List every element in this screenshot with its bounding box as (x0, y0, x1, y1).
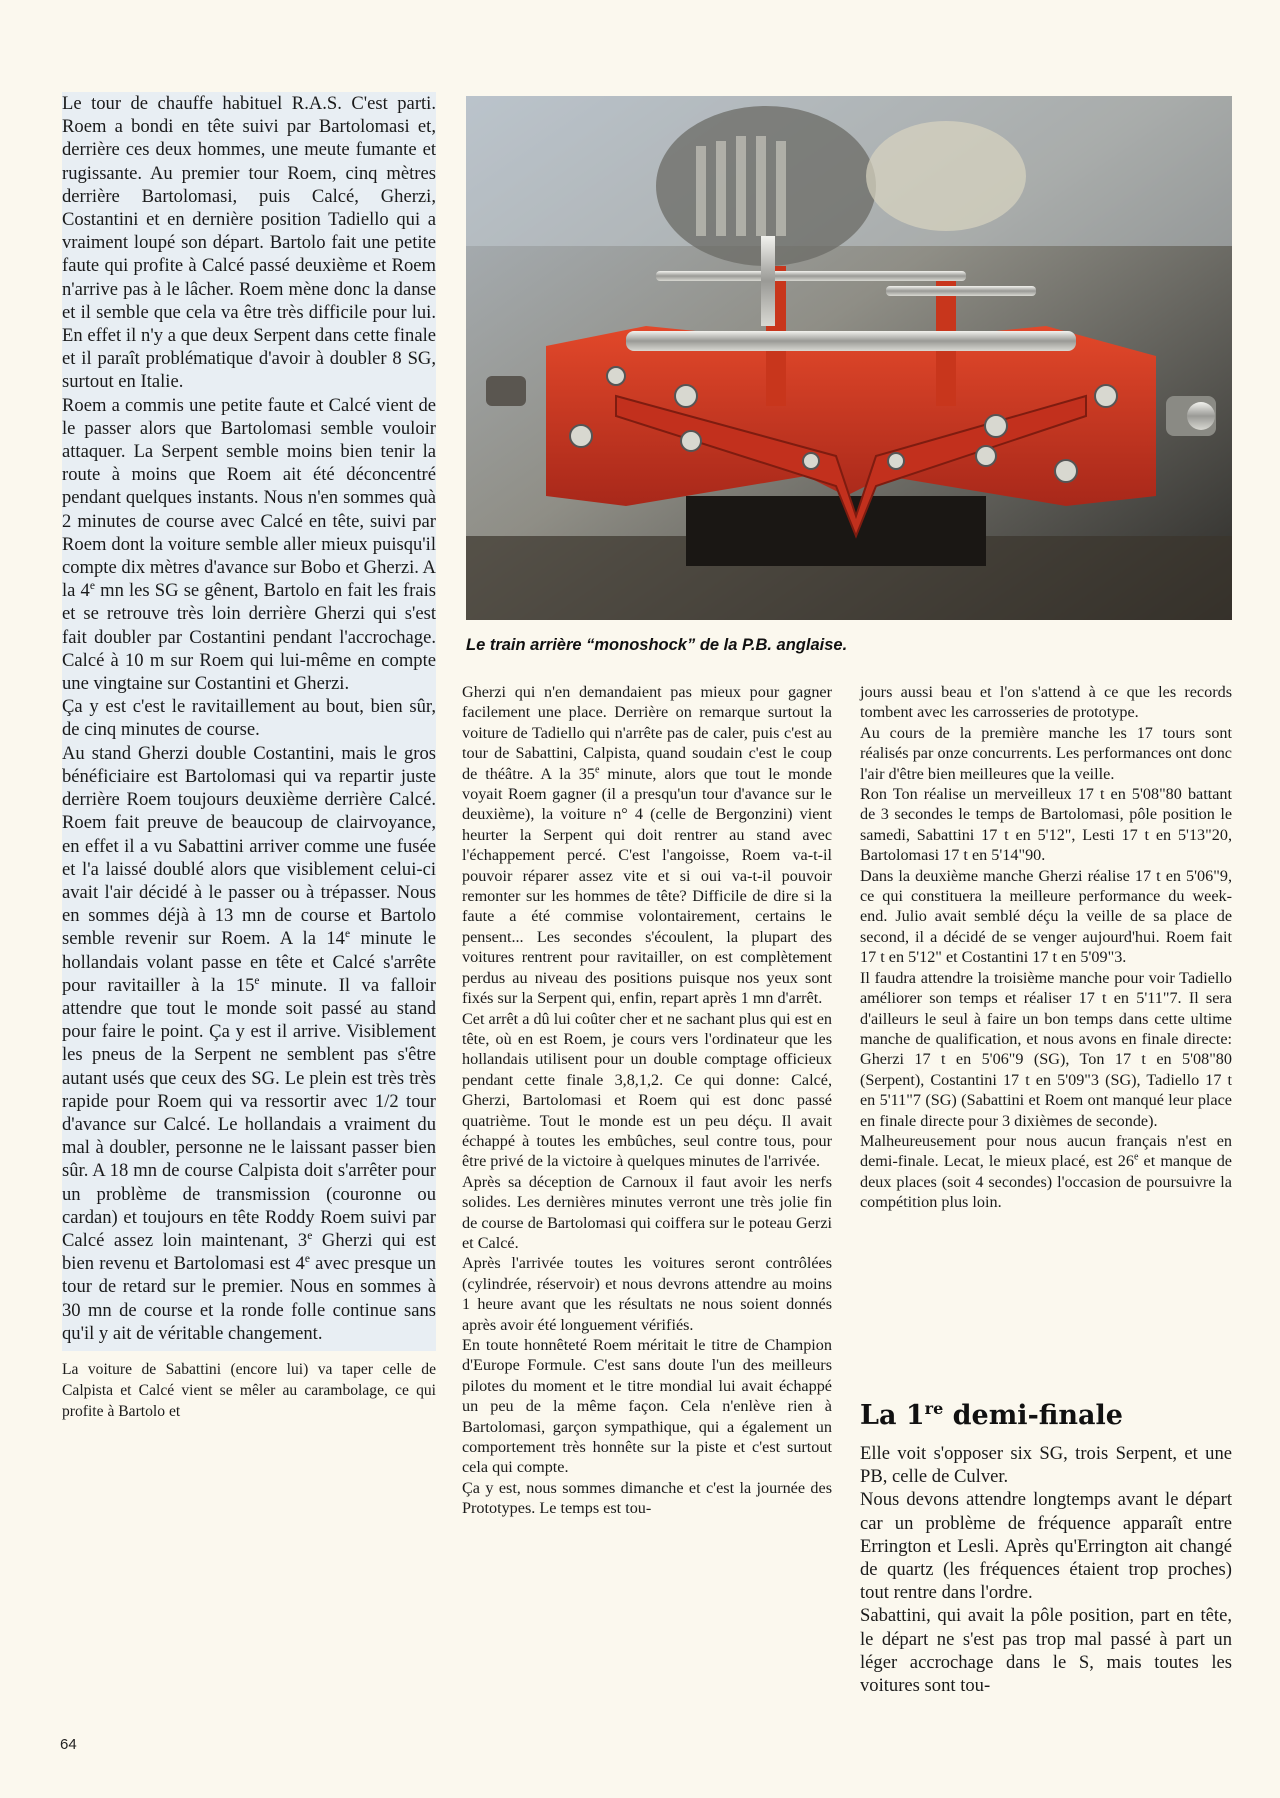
right-column (860, 682, 1232, 1213)
paragraph: Ron Ton réalise un merveilleux 17 t en 5'08"80 battant de 3 secondes le temps de Bartolomasi, pôle position le samedi, Sabattini 17 t en 5'12", Lesti 17 t en 5'13"20, Bartolomasi 17 t en 5'14"90. (860, 785, 1232, 865)
paragraph: Malheureusement pour nous aucun français n'est en demi-finale. Lecat, le mieux placé, est 26e et manque de deux places (soit 4 secondes) l'occasion de poursuivre la compétition plus loin. (860, 1131, 1232, 1212)
paragraph: Après l'arrivée toutes les voitures seront contrôlées (cylindrée, réservoir) et nous devrons attendre au moins 1 heure avant que les résultats ne nous soient donnés après avoir été longuement vérifiés. (462, 1254, 832, 1334)
paragraph: Nous devons attendre longtemps avant le départ car un problème de fréquence apparaît entre Errington et Lesli. Après qu'Errington ait changé de quartz (les fréquences étaient trop proches) tout rentre dans l'ordre. (860, 1489, 1232, 1604)
photo-caption: Le train arrière “monoshock” de la P.B. anglaise. (466, 636, 848, 654)
paragraph: Ça y est, nous sommes dimanche et c'est la journée des Prototypes. Le temps est tou- (462, 1478, 832, 1518)
paragraph: Gherzi qui n'en demandaient pas mieux pour gagner facilement une place. Derrière on remarque surtout la voiture de Tadiello qui n'arrête pas de caler, puis c'est au tour de Sabattini, Calpista, quand soudain c'est le coup de théâtre. A la 35e minute, alors que tout le monde voyait Roem gagner (il a presqu'un tour d'avance sur le deuxième), la voiture n° 4 (celle de Bergonzini) vient heurter la Serpent qui doit rentrer au stand avec l'échappement percé. C'est l'angoisse, Roem va-t-il pouvoir réparer assez vite et si oui va-t-il pouvoir remonter sur les hommes de tête? Difficile de dire si la faute a été commise volontairement, certains le pensent... Les secondes s'écoulent, la plupart des voitures rentrent pour ravitailler, on est complètement perdus au niveau des positions puisque nos yeux sont fixés sur la Serpent qui, enfin, repart après 1 mn d'arrêt. (462, 683, 833, 1008)
paragraph: Cet arrêt a dû lui coûter cher et ne sachant plus qui est en tête, où en est Roem, je cours vers l'ordinateur que les hollandais utilisent pour un double comptage officieux pendant cette finale 3,8,1,2. Ce qui donne: Calcé, Gherzi, Bartolomasi et Roem qui est donc passé quatrième. Tout le monde est un peu déçu. Il avait échappé à toutes les embûches, seul contre tous, pour être privé de la victoire à quelques minutes de l'arrivée. (462, 1009, 832, 1171)
paragraph: Après sa déception de Carnoux il faut avoir les nerfs solides. Les dernières minutes verront une très jolie fin de course de Bartolomasi qui coiffera sur le poteau Gerzi et Calcé. (462, 1172, 832, 1252)
section-heading: La 1re demi-finale (860, 1399, 1123, 1431)
paragraph: Elle voit s'opposer six SG, trois Serpent, et une PB, celle de Culver. (860, 1443, 1232, 1488)
paragraph: Le tour de chauffe habituel R.A.S. C'est parti. Roem a bondi en tête suivi par Bartolomasi et, derrière ces deux hommes, une meute fumante et rugissante. Au premier tour Roem, cinq mètres derrière Bartolomasi, puis Calcé, Gherzi, Costantini et en dernière position Tadiello qui a vraiment loupé son départ. Bartolo fait une petite faute qui profite à Calcé passé deuxième et Roem n'arrive pas à le lâcher. Roem mène donc la danse et il semble que cela va être très difficile pour lui. En effet il n'y a que deux Serpent dans cette finale et il paraît problématique d'avoir à doubler 8 SG, surtout en Italie. (62, 93, 436, 393)
highlighted-text-block (62, 92, 436, 1351)
paragraph: Sabattini, qui avait la pôle position, part en tête, le départ ne s'est pas trop mal passé à part un léger accrochage dans le S, mais toutes les voitures sont tou- (860, 1605, 1232, 1697)
paragraph: La voiture de Sabattini (encore lui) va taper celle de Calpista et Calcé vient se mêler au carambolage, ce qui profite à Bartolo et (62, 1360, 436, 1420)
paragraph: En toute honnêteté Roem méritait le titre de Champion d'Europe Formule. C'est sans doute l'un des meilleurs pilotes du moment et le titre mondial lui avait échappé un peu de la même façon. Cela n'enlève rien à Bartolomasi, garçon sympathique, qui a également un comportement très honnête sur la piste et c'est surtout cela qui compte. (462, 1336, 832, 1477)
paragraph: Au stand Gherzi double Costantini, mais le gros bénéficiaire est Bartolomasi qui va repartir juste derrière Roem toujours deuxième derrière Calcé. Roem fait preuve de beaucoup de clairvoyance, en effet il a vu Sabattini arriver comme une fusée et l'a laissé doublé alors que visiblement celui-ci avait l'air décidé à le passer ou à trépasser. Nous en sommes déjà à 13 mn de course et Bartolo semble revenir sur Roem. A la 14e minute le hollandais volant passe en tête et Calcé s'arrête pour ravitailler à la 15e minute. Il va falloir attendre que tout le monde soit passé au stand pour faire le point. Ça y est il arrive. Visiblement les pneus de la Serpent ne semblent pas s'être autant usés que ceux des SG. Le plein est très très rapide pour Roem qui va ressortir avec 1/2 tour d'avance sur Calcé. Le hollandais a vraiment du mal à doubler, personne ne le laissant passer bien sûr. A 18 mn de course Calpista doit s'arrêter pour un problème de transmission (couronne ou cardan) et toujours en tête Roddy Roem suivi par Calcé assez loin maintenant, 3e Gherzi qui est bien revenu et Bartolomasi est 4e avec presque un tour de retard sur le premier. Nous en sommes à 30 mn de course et la ronde folle continue sans qu'il y ait de véritable changement. (62, 742, 437, 1344)
chassis-photo (466, 96, 1232, 620)
paragraph: Au cours de la première manche les 17 tours sont réalisés par onze concurrents. Les performances ont donc l'air d'être bien meilleures que la veille. (860, 723, 1232, 783)
middle-column (462, 682, 832, 1519)
paragraph: Dans la deuxième manche Gherzi réalise 17 t en 5'06"9, ce qui constituera la meilleure performance du week-end. Julio avait semblé déçu la veille de sa place de second, il a décidé de se venger aujourd'hui. Roem fait 17 t en 5'12" et Costantini 17 t en 5'09"3. (860, 866, 1232, 967)
paragraph: Ça y est c'est le ravitaillement au bout, bien sûr, de cinq minutes de course. (62, 696, 436, 741)
paragraph: jours aussi beau et l'on s'attend à ce que les records tombent avec les carrosseries de prototype. (860, 683, 1232, 722)
left-column (62, 92, 436, 1422)
paragraph: Il faudra attendre la troisième manche pour voir Tadiello améliorer son temps et réaliser 17 t en 5'11"7. Il sera d'ailleurs le seul à faire un bon temps dans cette ultime manche de qualification, et nous avons en finale directe: Gherzi 17 t en 5'06"9 (SG), Ton 17 t en 5'08"80 (Serpent), Costantini 17 t en 5'09"3 (SG), Tadiello 17 t en 5'11"7 (SG) (Sabattini et Roem ont manqué leur place en finale directe pour 3 dixièmes de seconde). (860, 968, 1232, 1130)
page-number: 64 (60, 1736, 77, 1753)
paragraph: Roem a commis une petite faute et Calcé vient de le passer alors que Bartolomasi semble vouloir attaquer. La Serpent semble moins bien tenir la route à moins que Roem ait été déconcentré pendant quelques instants. Nous n'en sommes quà 2 minutes de course avec Calcé en tête, suivi par Roem dont la voiture semble aller mieux puisqu'il compte dix mètres d'avance sur Bobo et Gherzi. A la 4e mn les SG se gênent, Bartolo en fait les frais et se retrouve très loin derrière Gherzi qui s'est fait doubler par Costantini pendant l'accrochage. Calcé à 10 m sur Roem qui lui-même en compte une vingtaine sur Costantini et Gherzi. (62, 394, 436, 695)
right-column-section (860, 1442, 1232, 1697)
